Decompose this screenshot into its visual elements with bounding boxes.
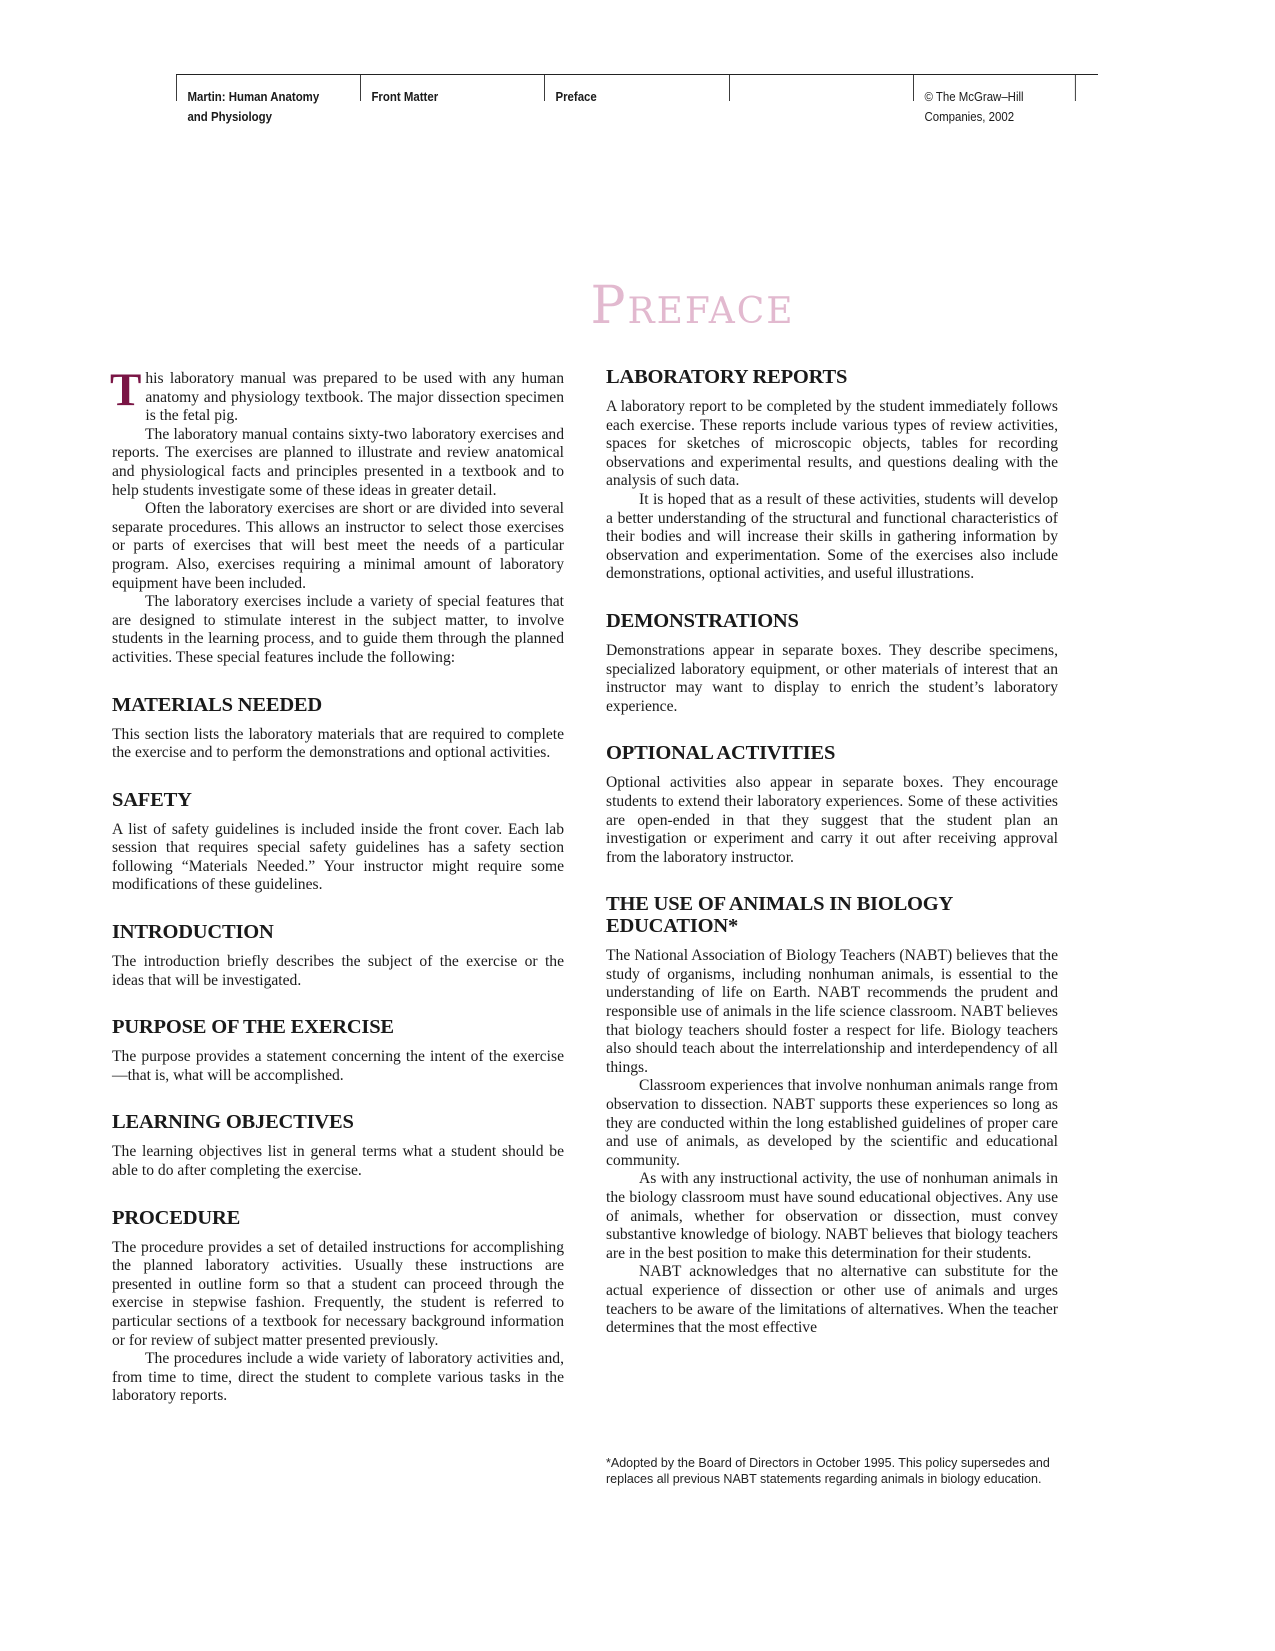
left-column bbox=[110, 364, 564, 1406]
optional-text: Optional activities also appear in separate boxes. They encourage students to extend their laboratory experiences. Some of these activities are open-ended in that they suggest that the student plan an investigation or experiment and carry it out after receiving approval from the laboratory instructor. bbox=[606, 774, 1058, 866]
intro-paragraph-3: Often the laboratory exercises are short or are divided into several separate procedures. This allows an instructor to select those exercises or parts of exercises that will best meet the needs of a particular program. Also, exercises requiring a minimal amount of laboratory equipment have been included. bbox=[112, 500, 564, 592]
animals-paragraph-3: As with any instructional activity, the use of nonhuman animals in the biology classroom must have sound educational objectives. Any use of animals, whether for observation or dissection, must convey substantive knowledge of biology. NABT believes that biology teachers are in the best position to make this determination for their students. bbox=[606, 1170, 1058, 1262]
header-book-title bbox=[176, 75, 338, 124]
animals-heading: THE USE OF ANIMALS IN BIOLOGY EDUCATION* bbox=[606, 893, 953, 938]
demonstrations-heading: DEMONSTRATIONS bbox=[606, 609, 799, 632]
header-copyright bbox=[913, 75, 1076, 124]
page-title: Preface bbox=[590, 276, 795, 336]
materials-text: This section lists the laboratory materials that are required to complete the exercise and to perform the demonstrations and optional activities. bbox=[112, 725, 564, 762]
header-chapter-label: Preface bbox=[555, 89, 598, 104]
purpose-heading: PURPOSE OF THE EXERCISE bbox=[112, 1016, 394, 1039]
header-empty-cell bbox=[729, 75, 891, 101]
introduction-heading: INTRODUCTION bbox=[112, 921, 274, 944]
header-copyright-line2: Companies, 2002 bbox=[924, 109, 1014, 124]
reports-heading: LABORATORY REPORTS bbox=[606, 366, 848, 388]
safety-text: A list of safety guidelines is included inside the front cover. Each lab session that requires special safety guidelines has a safety section following “Materials Needed.” Your instructor might require some modifications of these guidelines. bbox=[112, 820, 564, 894]
objectives-text: The learning objectives list in general terms what a student should be able to do after completing the exercise. bbox=[112, 1143, 564, 1180]
header-part bbox=[360, 75, 522, 104]
header-part-label: Front Matter bbox=[371, 89, 439, 104]
footnote: *Adopted by the Board of Directors in October 1995. This policy supersedes and replaces all previous NABT statements regarding animals in biology education. bbox=[606, 1456, 1050, 1486]
drop-cap: T bbox=[110, 364, 142, 416]
intro-paragraph-2: The laboratory manual contains sixty-two laboratory exercises and reports. The exercises are planned to illustrate and review anatomical and physiological facts and principles presented in a textbook and to help students investigate some of these ideas in greater detail. bbox=[112, 425, 564, 499]
optional-heading: OPTIONAL ACTIVITIES bbox=[606, 742, 836, 765]
animals-paragraph-1: The National Association of Biology Teachers (NABT) believes that the study of organisms, including nonhuman animals, is essential to the understanding of life on Earth. NABT recommends the prudent and responsible use of animals in the life science classroom. NABT believes that biology teachers should foster a respect for life. Biology teachers also should teach about the interrelationship and interdependency of all things. bbox=[606, 947, 1058, 1076]
animals-paragraph-2: Classroom experiences that involve nonhuman animals range from observation to dissection. NABT supports these experiences so long as they are conducted within the long established guidelines of proper care and use of animals, as developed by the scientific and educational community. bbox=[606, 1077, 1058, 1169]
procedure-paragraph-2: The procedures include a wide variety of laboratory activities and, from time to time, direct the student to complete various tasks in the laboratory reports. bbox=[112, 1350, 564, 1405]
materials-heading: MATERIALS NEEDED bbox=[112, 693, 322, 716]
purpose-text: The purpose provides a statement concerning the intent of the exercise—that is, what will be accomplished. bbox=[112, 1048, 564, 1084]
procedure-heading: PROCEDURE bbox=[112, 1206, 241, 1229]
right-column bbox=[606, 366, 1058, 1338]
demonstrations-text: Demonstrations appear in separate boxes. They describe specimens, specialized laboratory equipment, or other materials of interest that an instructor may want to display to enrich the student’s laboratory experience. bbox=[606, 641, 1058, 715]
intro-paragraph-4: The laboratory exercises include a variety of special features that are designed to stimulate interest in the subject matter, to involve students in the learning process, and to guide them through the planned activities. These special features include the following: bbox=[112, 593, 564, 666]
animals-paragraph-4: NABT acknowledges that no alternative can substitute for the actual experience of dissection or other use of animals and urges teachers to be aware of the limitations of alternatives. When the teacher determines that the most effective bbox=[606, 1263, 1058, 1337]
header-chapter bbox=[544, 75, 706, 104]
intro-paragraph-1-text: his laboratory manual was prepared to be used with any human anatomy and physiology textbook. The major dissection specimen is the fetal pig. bbox=[145, 370, 564, 425]
header-book-title-line2: and Physiology bbox=[187, 109, 272, 124]
objectives-heading: LEARNING OBJECTIVES bbox=[112, 1111, 354, 1134]
header-book-title-line1: Martin: Human Anatomy bbox=[187, 89, 320, 104]
intro-paragraph-1 bbox=[110, 364, 564, 426]
procedure-paragraph-1: The procedure provides a set of detailed instructions for accomplishing the planned laboratory activities. Usually these instructions are presented in outline form so that a student can proceed through the exercise in stepwise fashion. Frequently, the student is referred to particular sections of a textbook for necessary background information or for review of subject matter presented previously. bbox=[112, 1238, 564, 1349]
introduction-text: The introduction briefly describes the subject of the exercise or the ideas that will be investigated. bbox=[112, 953, 564, 989]
safety-heading: SAFETY bbox=[112, 788, 192, 811]
running-header bbox=[176, 74, 1098, 124]
reports-paragraph-1: A laboratory report to be completed by the student immediately follows each exercise. These reports include various types of review activities, spaces for sketches of microscopic objects, tables for recording observations and experimental results, and questions dealing with the analysis of such data. bbox=[606, 398, 1058, 490]
header-copyright-line1: © The McGraw–Hill bbox=[924, 89, 1024, 104]
reports-paragraph-2: It is hoped that as a result of these activities, students will develop a better understanding of the structural and functional characteristics of their bodies and will increase their skills in gathering information by observation and experimentation. Some of the exercises also include demonstrations, optional activities, and useful illustrations. bbox=[606, 490, 1058, 583]
